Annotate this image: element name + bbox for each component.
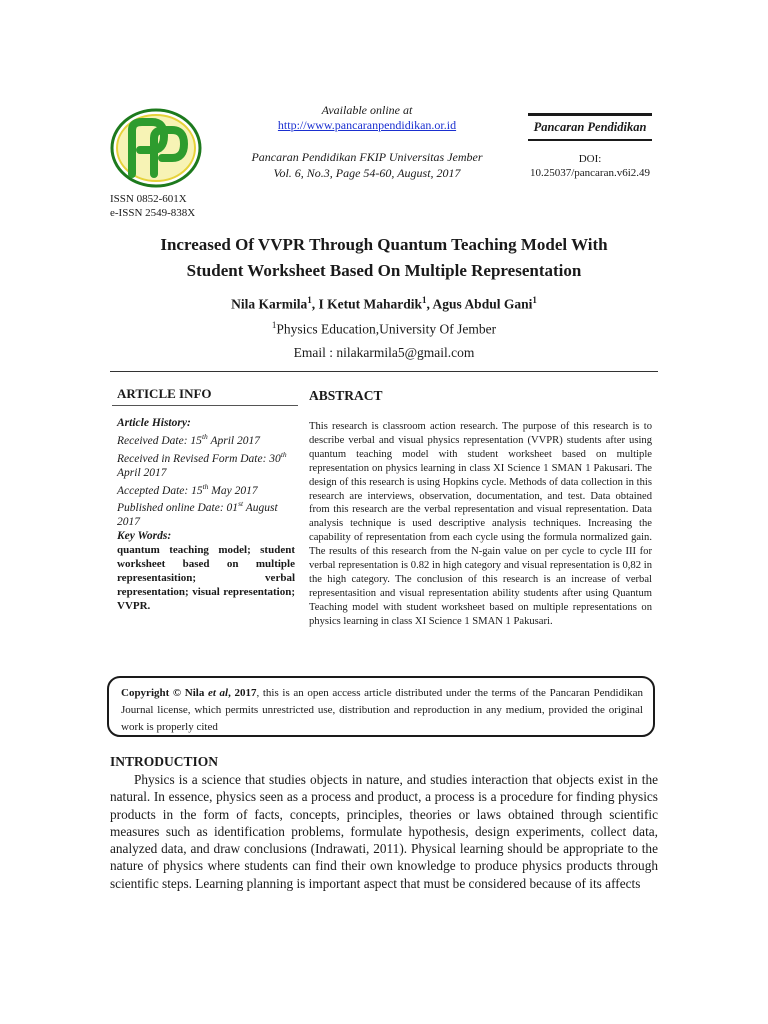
article-info-heading: ARTICLE INFO	[117, 386, 212, 401]
author-1: Nila Karmila	[231, 296, 308, 312]
author-3: Agus Abdul Gani	[432, 296, 533, 312]
abstract-heading: ABSTRACT	[309, 388, 383, 403]
available-online-label: Available online at	[321, 103, 413, 117]
header-rule-bottom	[528, 139, 652, 141]
journal-publisher: Pancaran Pendidikan FKIP Universitas Jember	[251, 150, 483, 164]
eissn: e-ISSN 2549-838X	[110, 207, 196, 219]
published-date: Published online Date: 01st August 2017	[117, 499, 278, 529]
doi-value: 10.25037/pancaran.v6i2.49	[529, 167, 651, 179]
paper-title	[100, 232, 668, 284]
title-line-1: Increased Of VVPR Through Quantum Teaching Model With	[160, 235, 608, 254]
keywords-heading: Key Words:	[117, 530, 172, 542]
introduction-heading: INTRODUCTION	[110, 754, 219, 769]
author-2: I Ketut Mahardik	[318, 296, 423, 312]
doi-label: DOI:	[578, 153, 602, 165]
article-history	[117, 416, 300, 529]
section-divider	[110, 371, 658, 372]
doi-block	[522, 152, 658, 180]
authors: Nila Karmila$^1$, I Ketut Mahardik$^1$, Agus Abdul Gani$^1$	[231, 295, 537, 312]
issn: ISSN 0852-601X	[110, 193, 187, 205]
abstract-text: This research is classroom action research. The purpose of this research is to describe verbal and visual physics representation (VVPR) students after using quantum teaching model with student worksheet based on multiple representation on physics learning in class XI Science 1 SMAN 1 Pakusari. The design of this research is using Hopkins cycle. Methods of data collection in this research are interviews, observation, documentation, and test. Data obtained from this research are the verbal representation and visual representation. Data analysis technique is used descriptive analysis techniques. Increasing the capability of representation from each cycle using the formula normalized gain. The results of this research from the N-gain value on per cycle to cycle III for verbal representation is 0.82 in high category and visual representation is 0,82 in the high category. The conclusion of this research is an increase of verbal representasition and visual representation ability students after using Quantum Teaching model with student worksheet based on multiple representations on physics learning in class XI Science 1 SMAN 1 Pakusari.	[309, 421, 652, 627]
revised-date: Received in Revised Form Date: 30th April 2017	[117, 449, 287, 479]
journal-url-link[interactable]: http://www.pancaranpendidikan.or.id	[277, 118, 457, 132]
received-date: Received Date: 15th April 2017	[117, 432, 260, 447]
article-info-divider	[112, 405, 298, 406]
copyright-notice: Copyright © Nila et al, 2017, this is an open access article distributed under the terms of the Pancaran Pendidikan Journal license, which permits unrestricted use, distribution and reproduction in any medium, provided the original work is properly cited	[107, 676, 655, 737]
keywords: quantum teaching model; student worksheet based on multiple representasition; verbal representation; visual representation; VVPR.	[117, 544, 295, 612]
affiliation: $^1$Physics Education,University Of Jember	[271, 320, 497, 337]
title-line-2: Student Worksheet Based On Multiple Representation	[186, 261, 582, 280]
journal-volume: Vol. 6, No.3, Page 54-60, August, 2017	[273, 166, 461, 180]
history-heading: Article History:	[117, 417, 191, 429]
journal-logo	[110, 108, 202, 188]
issn-block	[110, 192, 195, 220]
header-rule-top	[528, 113, 652, 116]
introduction-text: Physics is a science that studies objects in nature, and studies interaction that objects exist in the natural. In essence, physics seen as a process and product, a process is a procedure for finding physics products in the form of facts, concepts, principles, theories or laws obtained through scientific measures such as identification problems, formulate hypothesis, design experiments, collect data, analyzed data, and draw conclusions (Indrawati, 2011). Physical learning should be appropriate to the nature of physics where students can find their own knowledge to produce physics products through scientific steps. Learning planning is important aspect that must be considered because of its affects	[110, 772, 658, 891]
journal-name: Pancaran Pendidikan	[533, 120, 647, 134]
author-email: Email : nilakarmila5@gmail.com	[293, 345, 475, 360]
accepted-date: Accepted Date: 15th May 2017	[117, 481, 258, 497]
